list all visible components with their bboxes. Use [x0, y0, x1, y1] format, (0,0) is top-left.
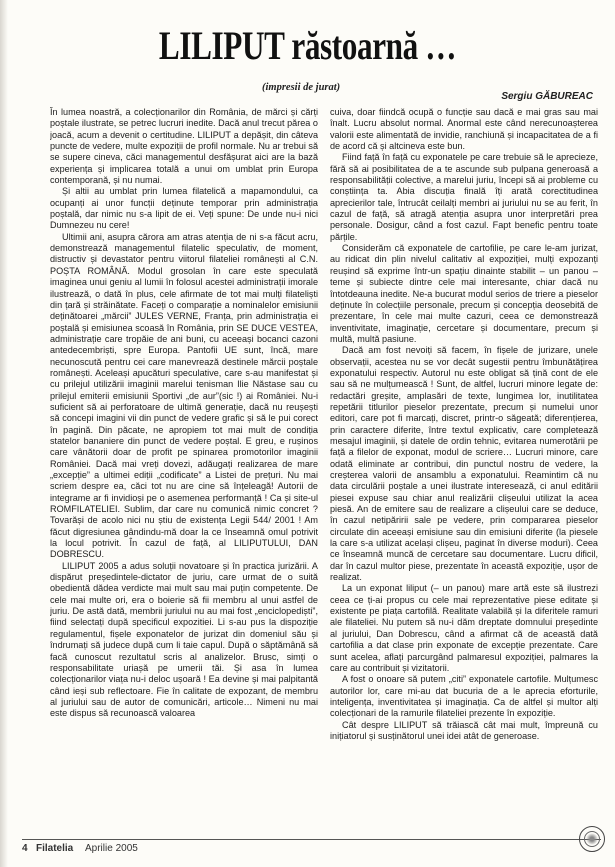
- paragraph: Ultimii ani, asupra cărora am atras atenția de ni s-a făcut acru, demonstrează managementul filatelic speculativ, de moment, distructiv și devastator pentru viitorul filateliei românești al C.N. POȘTA ROMÂNĂ. Modul grosolan în care este speculată imaginea unui geniu al lumii în folosul acestei administrații imorale ilustrează, o dată în plus, cele afirmate de tot mai mulți filateliști din țară și străinătate. Faceți o comparație a nominalelor emisiunii deținătoarei „mărcii” JULES VERNE, Franța, prin administrația ei poștală și emisiunea scoasă în România, prin SE DUCE VESTEA, administrație care tropăie de ani buni, cu aceeași bocanci cazoni antedecembriști, spre Europa. Pantofii UE sunt, încă, mare necunoscută pentru cei care manevrează destinele mărcii poștale românești. Aceleași apucături speculative, care s-au manifestat și cu prilejul utilizării imaginii marelui tenisman Ilie Năstase sau cu prilejul emiterii emisiunii Sportivi „de aur”(sic !) ai României. Nu-i suficient să ai perforatoare de ultimă generație, dacă nu reușești să concepi imagini vii din punct de vedere grafic și să le pui corect în pagină. Din păcate, ne apropiem tot mai mult de condiția statelor bananiere din punct de vedere poștal. E greu, e rușinos care vânătorii doar de profit pe spinarea promotorilor imaginii României. Dacă mai vreți dovezi, adăugați realizarea de mare „excepție” a ultimei ediții „codificate” a Listei de prețuri. Nu mai scriem despre ea, căci tot nu are cine să înțeleagă! Autorii de integrame ar fi invidioși pe o asemenea performanță ! Ca și site-ul ROMFILATELIEI. Sublim, dar care nu comunică nimic concret ? Tovarăși de acolo nici nu știu de existența Legii 544/ 2001 ! Am făcut digresiunea gândindu-mă doar la ce înseamnă omul potrivit la locul potrivit. În cazul de față, al LILIPUTULUI, DAN DOBRESCU.: [50, 231, 318, 560]
- article-subtitle: (impresii de jurat): [262, 82, 341, 93]
- article-body: [50, 107, 598, 835]
- issue-date: Aprilie 2005: [85, 843, 138, 854]
- magazine-name: Filatelia: [36, 843, 74, 854]
- paragraph: Fiind față în față cu exponatele pe care trebuie să le aprecieze, fără să ai posibilitatea de a te ascunde sub pulpana generoasă a responsabilității colective, a marelui juriu, începi să ai probleme cu conștiința ta. Abia discuția finală îți arată corectitudinea aprecierilor tale, întrucât ceilalți membri ai juriului nu se au ferit, în cazul de față, să atragă atenția asupra unor interpretări prea personale. Dosigur, când a fost cazul. Fapt benefic pentru toate părțile.: [330, 152, 598, 242]
- paragraph: La un exponat liliput (– un panou) mare artă este să ilustrezi ceea ce ți-ai propus cu cele mai reprezentative piese editate și existente pe piața cartofilă. Realitate valabilă și la diferitele ramuri ale filateliei. Nu putem să nu-i dăm dreptate domnului președinte al juriului, Dan Dobrescu, când a afirmat că de această dată cartofilia a dat clase prin exponate de excepție prezentate. Care sunt acelea, aflați parcurgând palmaresul expoziției, palmares la care au contribuit și vizitatorii.: [330, 583, 598, 673]
- paragraph: Dacă am fost nevoiți să facem, în fișele de jurizare, unele observații, acestea nu se vor decât sugestii pentru îmbunătățirea exponatului respectiv. Autorul nu este obligat să țină cont de ele sau să ne mulțumească ! Sunt, de altfel, lucruri minore legate de: redactări greșite, amplasări de texte, lungimea lor, inutilitatea repetării titlurilor pieselor prezentate, precum și numelui unor editori, care pot fi marcați, discret, printr-o săgeată; diferențierea, prin caractere diferite, între textul explicativ, care completează mesajul imaginii, și datele de ordin tehnic, evitarea numerotării pe față a filelor de exponat, modul de scriere… Lucruri minore, care odată eliminate ar contribui, din punctul nostru de vedere, la creșterea valorii de ansamblu a exponatului. Reamintim că nu data circulării poștale a unei ilustrate interesează, ci anul editării piesei expuse sau chiar anul realizării clișeului utilizat la acea piesă. An de emitere sau de realizare a clișeului care se deduce, în cazul netipăririi sale pe vedere, prin compararea pieselor circulate din aceeași emisiune sau din emisiuni diferite (la piesele la care s-a utilizat același clișeu, paginat în diverse moduri). Ceea ce înseamnă muncă de cercetare sau documentare. Lucru dificil, dar în cazul multor piese, prezentate în această expoziție, ușor de realizat.: [330, 345, 598, 583]
- paragraph: LILIPUT 2005 a adus soluții novatoare și în practica jurizării. A dispărut președintele-dictator de juriu, care urmat de o suită obedientă dădea verdicte mai mult sau mai puțin competente. De cele mai multe ori, era o boierie să fii membru al unui astfel de juriu. De astă dată, membrii juriului nu au mai fost „enciclopediști”, fiind selectați după specificul expozitiei. Li s-au pus la dispoziție regulamentul, fișele exponatelor de jurizat din domeniul său și îndrumați să judece după cum li taie capul. După o săptămână să facă cunoscut rezultatul scris al analizelor. Brusc, simți o responsabilitate uriașă pe umerii tăi. Și asa în lumea colecționarilor viața nu-i deloc ușoară ! Ea devine și mai palpitantă când ieși sub reflectoare. Fie în calitate de expozant, de membru al juriului sau de autor de comunicări, articole… Nimeni nu mai este dispus să recunoască valoarea: [50, 560, 318, 719]
- left-column: [50, 107, 318, 835]
- footer-divider: [22, 839, 601, 840]
- paragraph: În lumea noastră, a colecționarilor din România, de mărci și cărți poștale ilustrate, se petrec lucruri inedite. Dacă anul trecut părea o joacă, acum a devenit o certitudine. LILIPUT a depășit, din câteva puncte de vedere, multe expoziții de profil normale. Nu ar trebui să se supere cineva, căci managementul desfășurat aici are la bază experiența și implicarea totală a unui om umblat prin Europa contemporană, și nu numai.: [50, 107, 318, 186]
- right-column: [330, 107, 598, 835]
- magazine-seal-icon: [579, 826, 605, 852]
- paragraph: A fost o onoare să putem „citi” exponatele cartofile. Mulțumesc autorilor lor, care mi-au dat bucuria de a le aprecia eforturile, inteligența, inventivitatea și imaginația. Ca de altfel și multor alți colecționari de la ramurile filateliei prezente în expoziție.: [330, 674, 598, 719]
- article-author: Sergiu GĂBUREAC: [501, 91, 593, 102]
- page-edge-shadow: [0, 0, 8, 867]
- paragraph: cuiva, doar fiindcă ocupă o funcție sau dacă e mai gras sau mai înalt. Lucru absolut normal. Anormal este când nerecunoașterea valorii este alimentată de invidie, ranchiună și incapacitatea de a fi de acord că și altcineva este bun.: [330, 107, 598, 152]
- article-title: LILIPUT răstoarnă …: [158, 23, 457, 68]
- paragraph: Considerăm că exponatele de cartofilie, pe care le-am jurizat, au ridicat din plin nivelul calitativ al expoziției, mulți expozanți reușind să exprime într-un spațiu dinainte stabilit – un panou – teme și subiecte dintre cele mai interesante, chiar dacă nu întotdeauna inedite. Ne-a bucurat modul serios de triere a pieselor deținute în colecțiile personale, precum și concepția deosebită de prezentare, în cele mai multe cazuri, ceea ce demonstrează inventivitate, imaginație, cercetare și documentare, precum și multă, multă pasiune.: [330, 243, 598, 344]
- page-number: 4: [22, 843, 28, 854]
- paragraph: Și altii au umblat prin lumea filatelică a mapamondului, ca ocupanți ai unor funcții deținute temporar prin administrația poștală, dar nimic nu s-a lipit de ei. Veți spune: De unde nu-i nici Dumnezeu nu cere!: [50, 186, 318, 231]
- paragraph: Cât despre LILIPUT să trăiască cât mai mult, împreună cu inițiatorul și susținătorul unei idei atât de generoase.: [330, 719, 598, 741]
